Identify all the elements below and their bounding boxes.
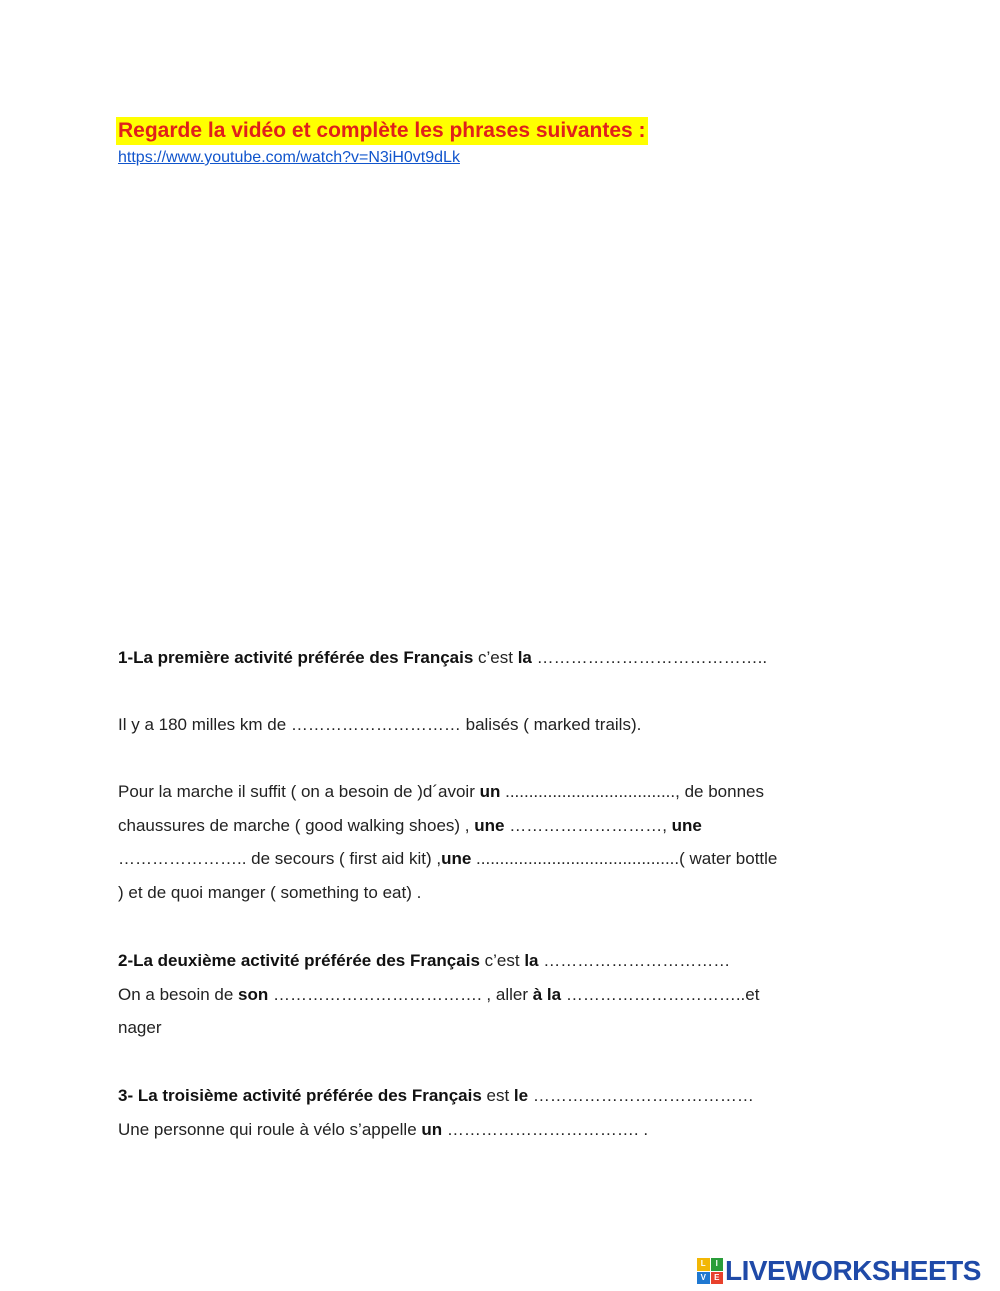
liveworksheets-logo (697, 1256, 981, 1286)
logo-text: LIVEWORKSHEETS (725, 1255, 981, 1286)
q1-p-un: un (479, 782, 501, 801)
q2-line-3 (118, 1017, 161, 1039)
q1-blank[interactable]: ………………………………….. (531, 648, 768, 667)
q1-p3-une: une (441, 849, 472, 868)
q2-blank[interactable]: …………………………… (538, 951, 731, 970)
q1-p3-a[interactable]: ………………….. de secours ( first aid kit) , (118, 849, 442, 868)
logo-icon-letter-i: I (711, 1258, 724, 1271)
q1-p2-une: une (474, 816, 505, 835)
logo-icon-letter-l: L (697, 1258, 710, 1271)
q1-p2-a: chaussures de marche ( good walking shoes) , (118, 816, 475, 835)
logo-icon-letter-v: V (697, 1272, 710, 1285)
logo-icon-letter-e: E (711, 1272, 724, 1285)
q1-p-a: Pour la marche il suffit ( on a besoin de )d´avoir (118, 782, 480, 801)
q3-l2-a: Une personne qui roule à vélo s’appelle (118, 1120, 422, 1139)
q1-trails-sentence: Il y a 180 milles km de ………………………… balisés ( marked trails). (118, 715, 642, 734)
q3-line-2 (118, 1119, 648, 1141)
q1-p2-b[interactable]: ………………………, (504, 816, 672, 835)
q1-line-6 (118, 882, 421, 904)
q2-line-1 (118, 950, 730, 972)
q2-text: c’est (479, 951, 525, 970)
q3-line-1 (118, 1085, 754, 1107)
q1-text: c’est (473, 648, 518, 667)
q1-article: la (517, 648, 532, 667)
q1-line-1 (118, 647, 767, 669)
q2-l2-a: On a besoin de (118, 985, 239, 1004)
liveworksheets-logo-icon (697, 1258, 723, 1284)
q2-l2-son: son (238, 985, 269, 1004)
q1-line-4 (118, 815, 702, 837)
instruction-title: Regarde la vidéo et complète les phrases suivantes : (116, 117, 648, 145)
q1-p2-une2: une (671, 816, 702, 835)
q3-l2-b[interactable]: ……………………………. . (442, 1120, 649, 1139)
q3-heading: 3- La troisième activité préférée des Français (118, 1086, 482, 1105)
q2-l2-ala: à la (532, 985, 562, 1004)
q2-l3: nager (118, 1018, 162, 1037)
video-link[interactable]: https://www.youtube.com/watch?v=N3iH0vt9dLk (118, 149, 460, 166)
q2-l2-c[interactable]: …………………………..et (561, 985, 760, 1004)
q1-line-2 (118, 714, 641, 736)
q3-text: est (481, 1086, 514, 1105)
q1-p3-b[interactable]: ...........................................( water bottle (471, 849, 778, 868)
q3-blank[interactable]: ………………………………… (528, 1086, 754, 1105)
q2-heading: 2-La deuxième activité préférée des Français (118, 951, 480, 970)
q2-line-2 (118, 984, 759, 1006)
q3-l2-un: un (421, 1120, 443, 1139)
q1-p4: ) et de quoi manger ( something to eat) . (118, 883, 422, 902)
q1-heading: 1-La première activité préférée des Français (118, 648, 474, 667)
q2-article: la (524, 951, 539, 970)
q1-line-3 (118, 781, 764, 803)
q1-p-b[interactable]: ...................................., de bonnes (500, 782, 764, 801)
q1-line-5 (118, 848, 777, 870)
q3-article: le (513, 1086, 529, 1105)
q2-l2-b[interactable]: ………………………………. , aller (268, 985, 533, 1004)
